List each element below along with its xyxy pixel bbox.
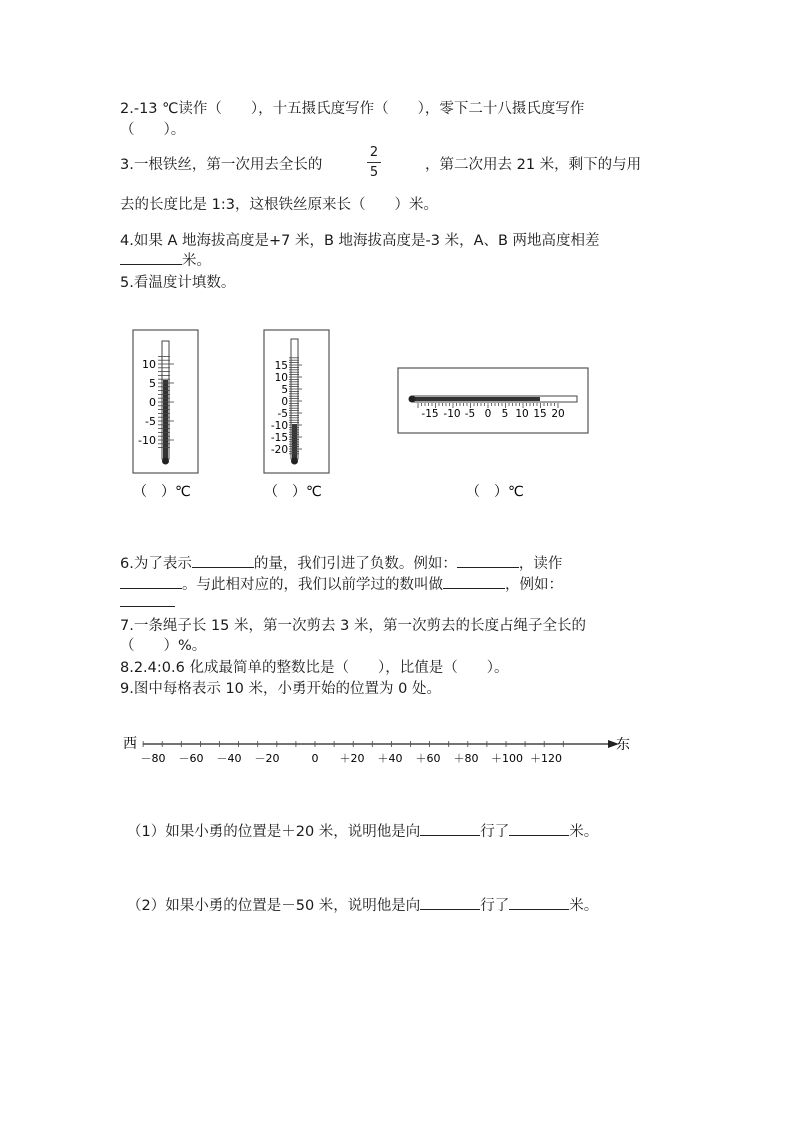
number-line-label: ＋20 [339,752,365,765]
question-3-line-1-pre: 3.一根铁丝，第一次用去全长的 [120,157,323,173]
question-9-title: 9.图中每格表示 10 米，小勇开始的位置为 0 处。 [120,681,441,697]
question-7-line-1: 7.一条绳子长 15 米，第一次剪去 3 米，第一次剪去的长度占绳子全长的 [120,618,586,634]
thermometers-figure [0,320,794,510]
thermo3-tick-label: 0 [484,408,492,420]
question-5-title: 5.看温度计填数。 [120,275,236,291]
thermo2-tick-label: -20 [270,444,288,456]
thermo3-tick-label: 10 [515,408,529,420]
number-line-label: －20 [254,752,280,765]
thermo3-tick-label: 5 [501,408,509,420]
question-4-line-2 [120,249,211,270]
number-line-label: 0 [311,752,319,765]
direction-blank[interactable] [420,895,480,910]
fraction-two-fifths [367,146,381,179]
question-3-line-2: 去的长度比是 1:3，这根铁丝原来长（ ）米。 [120,197,438,213]
q6-text: ，例如： [505,577,563,593]
number-line-figure [0,728,794,778]
thermo3-tick-label: -5 [464,408,476,420]
question-8: 8.2.4:0.6 化成最简单的整数比是（ ），比值是（ ）。 [120,660,509,676]
question-6-line-1 [120,552,562,573]
answer-blank[interactable] [120,592,175,607]
q9-sub1-text: 行了 [480,824,510,840]
q9-sub1-text: 米。 [569,824,599,840]
number-line-label: ＋100 [491,752,523,765]
q6-text: ，读作 [518,556,563,572]
distance-blank[interactable] [509,821,569,836]
answer-blank[interactable] [192,553,254,568]
thermo2-tick-label: -15 [270,432,288,444]
number-line-label: －40 [216,752,242,765]
number-line-label: －60 [178,752,204,765]
thermo1-tick-label: 5 [149,377,156,390]
thermometer-3 [398,368,588,433]
question-4-tail: 米。 [182,253,211,269]
thermo2-tick-label: 0 [281,396,288,408]
answer-blank[interactable] [120,250,182,265]
question-3-line-1-post: ，第二次用去 21 米，剩下的与用 [425,157,642,173]
q9-sub2-text: 米。 [569,898,599,914]
q9-sub2-text: 行了 [480,898,510,914]
question-2-line-1: 2.-13 ℃读作（ ），十五摄氏度写作（ ），零下二十八摄氏度写作 [120,101,585,117]
thermo1-tick-label: 0 [149,396,156,409]
answer-blank[interactable] [120,574,182,589]
west-label: 西 [123,736,137,752]
distance-blank[interactable] [509,895,569,910]
thermometer-1 [133,330,198,473]
thermo2-tick-label: -5 [277,408,288,420]
question-6-line-3 [120,592,175,611]
fraction-bar [367,162,381,163]
q6-text: 6.为了表示 [120,556,192,572]
thermo1-tick-label: 10 [142,358,156,371]
number-line-label: －80 [140,752,166,765]
thermo3-tick-label: -15 [421,408,439,420]
fraction-denominator: 5 [369,165,379,180]
q6-text: 的量，我们引进了负数。例如： [253,556,457,572]
thermo2-tick-label: 15 [274,360,288,372]
fraction-numerator: 2 [369,145,379,160]
question-2-line-2: （ ）。 [120,122,186,138]
thermo1-answer[interactable]: （ ）℃ [133,484,191,500]
answer-blank[interactable] [443,574,505,589]
number-line-label: ＋120 [530,752,562,765]
question-4-line-1: 4.如果 A 地海拔高度是+7 米，B 地海拔高度是-3 米，A、B 两地高度相差 [120,233,600,249]
q6-text: 。与此相对应的，我们以前学过的数叫做 [182,577,443,593]
thermo3-answer[interactable]: （ ）℃ [466,484,524,500]
thermo2-tick-label: 10 [274,372,288,384]
number-line-label: ＋60 [415,752,441,765]
east-label: 东 [616,737,630,753]
thermo2-tick-label: -10 [270,420,288,432]
question-9-sub-1 [127,820,598,841]
q9-sub1-text: （1）如果小勇的位置是＋20 米，说明他是向 [127,824,421,840]
direction-blank[interactable] [420,821,480,836]
thermo1-tick-label: -10 [138,434,156,447]
thermo3-tick-label: -10 [443,408,461,420]
thermo2-answer[interactable]: （ ）℃ [264,484,322,500]
number-line-label: ＋80 [453,752,479,765]
thermo1-tick-label: -5 [145,415,156,428]
thermometer-2 [264,330,329,473]
question-6-line-2 [120,573,563,594]
number-line-label: ＋40 [377,752,403,765]
thermo3-tick-label: 15 [533,408,547,420]
thermo2-tick-label: 5 [281,384,288,396]
question-9-sub-2 [127,894,598,915]
question-7-line-2: （ ）%。 [120,638,207,654]
q9-sub2-text: （2）如果小勇的位置是－50 米，说明他是向 [127,898,421,914]
thermo3-tick-label: 20 [551,408,565,420]
answer-blank[interactable] [457,553,519,568]
